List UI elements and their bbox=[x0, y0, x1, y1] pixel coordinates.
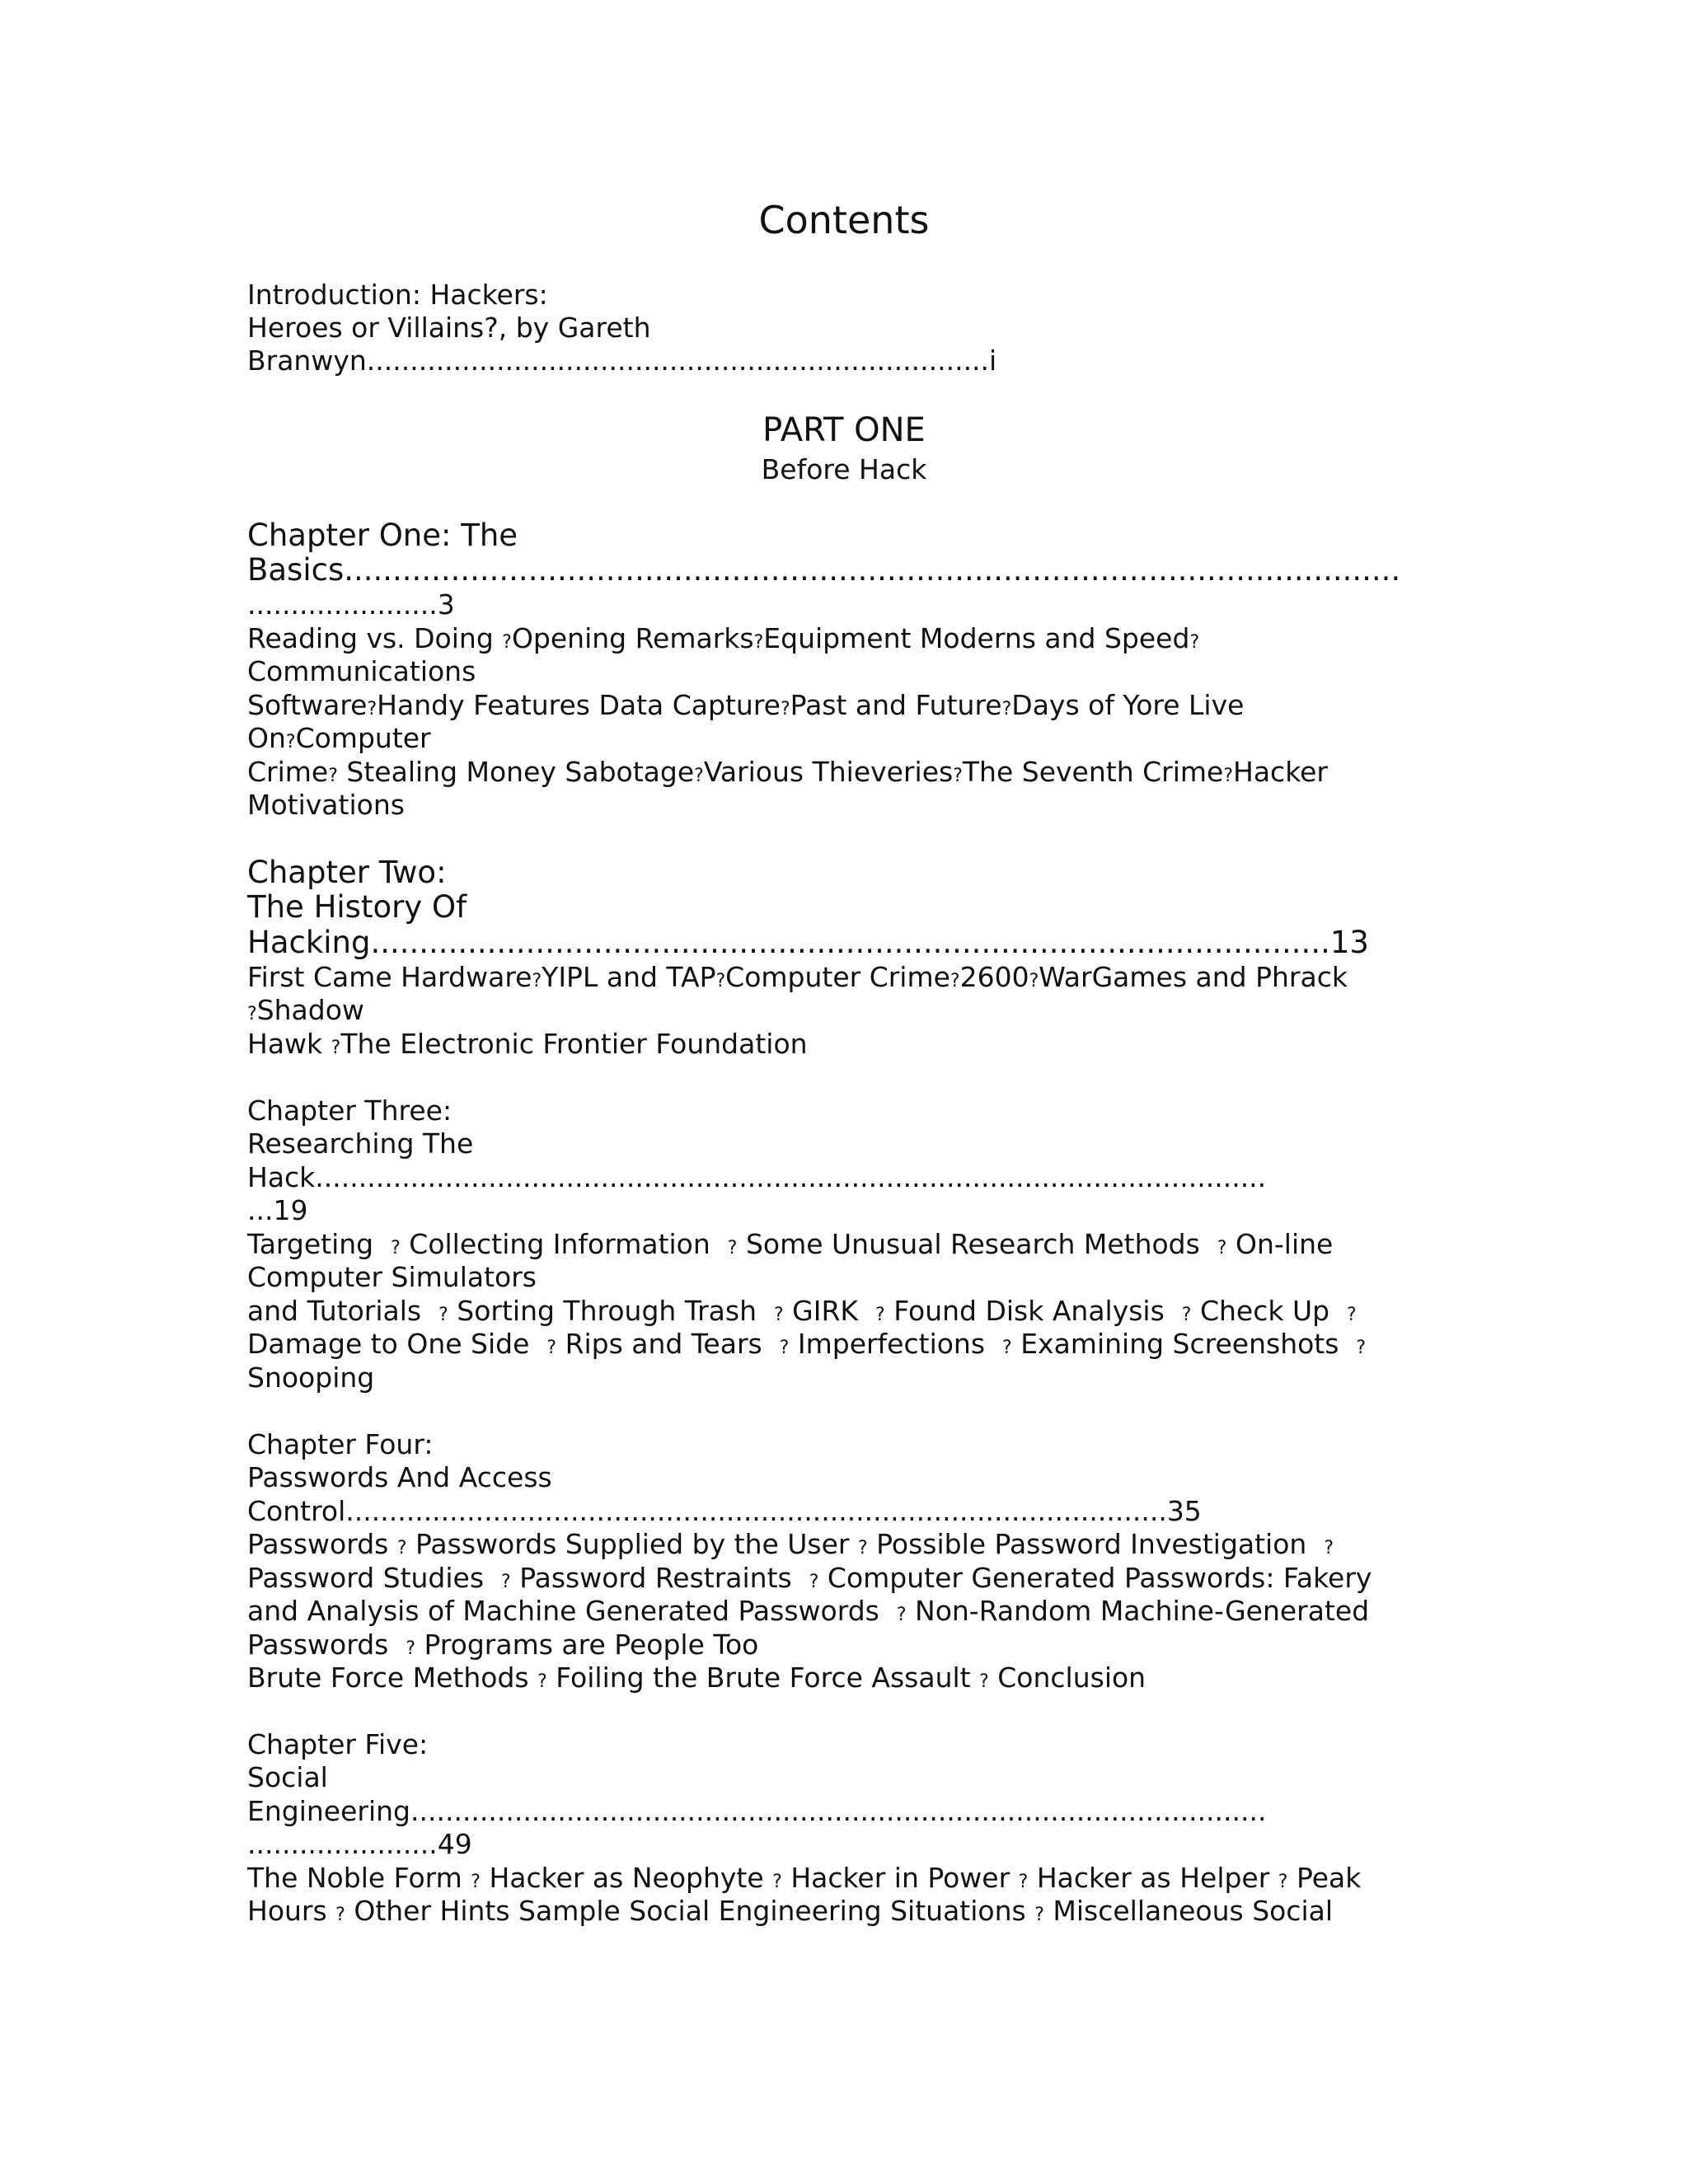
separator-glyph: ? bbox=[438, 1305, 448, 1325]
chapter-one-heading-2: Basics............................................................................................................. bbox=[247, 552, 1401, 588]
topic-text: Snooping bbox=[247, 1361, 375, 1394]
chapter-five-heading-4: ......................49 bbox=[247, 1828, 472, 1860]
topic-text: On-line bbox=[1226, 1228, 1334, 1260]
separator-glyph: ? bbox=[406, 1638, 415, 1659]
separator-glyph: ? bbox=[1002, 1338, 1012, 1358]
intro-line-1: Introduction: Hackers: bbox=[247, 279, 548, 311]
topic-text: Targeting bbox=[247, 1228, 392, 1260]
separator-glyph: ? bbox=[1189, 632, 1200, 653]
separator-glyph: ? bbox=[979, 1671, 989, 1692]
chapter-four-topic-line bbox=[247, 1595, 1370, 1627]
chapter-four-topic-line bbox=[247, 1661, 1146, 1694]
chapter-two-heading-2: The History Of bbox=[247, 889, 467, 925]
chapter-four-heading-1: Chapter Four: bbox=[247, 1428, 434, 1460]
part-one-subtitle: Before Hack bbox=[761, 453, 927, 485]
separator-glyph: ? bbox=[753, 632, 764, 653]
topic-text: Other Hints Sample Social Engineering Situations bbox=[345, 1895, 1035, 1927]
separator-glyph: ? bbox=[694, 766, 704, 786]
chapter-two-topic-line bbox=[247, 1028, 808, 1060]
separator-glyph: ? bbox=[780, 699, 790, 719]
separator-glyph: ? bbox=[335, 1905, 345, 1925]
topic-text: YIPL and TAP bbox=[542, 961, 716, 993]
separator-glyph: ? bbox=[772, 1872, 782, 1892]
topic-text: Handy Features Data Capture bbox=[377, 689, 781, 721]
separator-glyph: ? bbox=[285, 732, 296, 752]
chapter-three-heading-2: Researching The bbox=[247, 1127, 474, 1160]
topic-text: Possible Password Investigation bbox=[867, 1528, 1325, 1560]
topic-text: Peak bbox=[1287, 1862, 1362, 1894]
separator-glyph: ? bbox=[779, 1338, 790, 1358]
topic-text: Collecting Information bbox=[400, 1228, 728, 1260]
topic-text: First Came Hardware bbox=[247, 961, 532, 993]
topic-text: Stealing Money Sabotage bbox=[337, 756, 695, 788]
topic-text: Hours bbox=[247, 1895, 336, 1927]
separator-glyph: ? bbox=[857, 1538, 868, 1558]
chapter-four-topic-line bbox=[247, 1530, 1334, 1558]
chapter-four-topic-line bbox=[247, 1562, 1372, 1594]
chapter-three-topic-line bbox=[247, 1295, 1357, 1327]
topic-text: Miscellaneous Social bbox=[1043, 1895, 1334, 1927]
chapter-five-heading-2: Social bbox=[247, 1761, 328, 1793]
chapter-three-heading-1: Chapter Three: bbox=[247, 1094, 452, 1127]
topic-text: The Seventh Crime bbox=[962, 756, 1224, 788]
separator-glyph: ? bbox=[1181, 1305, 1192, 1325]
chapter-one-topic-line bbox=[247, 789, 405, 821]
chapter-one-topic-line bbox=[247, 691, 1244, 719]
separator-glyph: ? bbox=[953, 766, 963, 786]
topic-text: Examining Screenshots bbox=[1011, 1328, 1357, 1360]
chapter-three-heading-3: Hack.............................................................................................................. bbox=[247, 1161, 1267, 1193]
chapter-three-topic-line bbox=[247, 1328, 1367, 1360]
topic-text: Damage to One Side bbox=[247, 1328, 547, 1360]
topic-text: On bbox=[247, 722, 286, 754]
separator-glyph: ? bbox=[1018, 1872, 1029, 1892]
topic-text: GIRK bbox=[783, 1295, 876, 1327]
topic-text: and Tutorials bbox=[247, 1295, 439, 1327]
separator-glyph: ? bbox=[1347, 1305, 1357, 1325]
chapter-one-topic-line bbox=[247, 655, 476, 687]
separator-glyph: ? bbox=[1356, 1338, 1367, 1358]
separator-glyph: ? bbox=[546, 1338, 557, 1358]
separator-glyph: ? bbox=[727, 1238, 738, 1258]
intro-line-3: Branwyn........................................................................i bbox=[247, 344, 997, 377]
topic-text: The Noble Form bbox=[247, 1862, 471, 1894]
separator-glyph: ? bbox=[391, 1238, 401, 1258]
topic-text: Reading vs. Doing bbox=[247, 622, 503, 654]
chapter-two-heading-1: Chapter Two: bbox=[247, 855, 447, 890]
page-title: Contents bbox=[758, 198, 930, 242]
separator-glyph: ? bbox=[1278, 1872, 1288, 1892]
topic-text: Rips and Tears bbox=[556, 1328, 780, 1360]
topic-text: Computer Simulators bbox=[247, 1261, 537, 1293]
separator-glyph: ? bbox=[396, 1538, 407, 1558]
chapter-three-topic-line bbox=[247, 1230, 1333, 1258]
separator-glyph: ? bbox=[471, 1872, 481, 1892]
topic-text: Equipment Moderns and Speed bbox=[763, 622, 1190, 654]
separator-glyph: ? bbox=[501, 1572, 511, 1592]
chapter-five-heading-1: Chapter Five: bbox=[247, 1728, 429, 1760]
topic-text: Communications bbox=[247, 655, 476, 687]
topic-text: Passwords bbox=[247, 1629, 406, 1661]
intro-line-2: Heroes or Villains?, by Gareth bbox=[247, 312, 651, 344]
separator-glyph: ? bbox=[715, 971, 726, 991]
topic-text: Hacker bbox=[1233, 756, 1328, 788]
chapter-two-topic-line bbox=[247, 963, 1348, 991]
topic-text: Foiling the Brute Force Assault bbox=[546, 1661, 980, 1694]
separator-glyph: ? bbox=[1217, 1238, 1227, 1258]
separator-glyph: ? bbox=[331, 1038, 341, 1058]
topic-text: Password Restraints bbox=[510, 1562, 809, 1594]
chapter-one-topic-line bbox=[247, 724, 431, 752]
topic-text: Computer bbox=[295, 722, 431, 754]
topic-text: Conclusion bbox=[988, 1661, 1146, 1694]
separator-glyph: ? bbox=[875, 1305, 885, 1325]
topic-text: Found Disk Analysis bbox=[884, 1295, 1182, 1327]
topic-text: WarGames and Phrack bbox=[1039, 961, 1348, 993]
chapter-five-topic-line bbox=[247, 1895, 1334, 1927]
separator-glyph: ? bbox=[367, 699, 377, 719]
separator-glyph: ? bbox=[1029, 971, 1039, 991]
chapter-one-heading-3: ......................3 bbox=[247, 588, 455, 621]
topic-text: Opening Remarks bbox=[511, 622, 754, 654]
topic-text: Various Thieveries bbox=[703, 756, 954, 788]
chapter-five-heading-3: Engineering................................................................................................... bbox=[247, 1795, 1267, 1827]
chapter-one-topic-line bbox=[247, 622, 1200, 654]
topic-text: Computer Generated Passwords: Fakery bbox=[818, 1562, 1372, 1594]
separator-glyph: ? bbox=[773, 1305, 784, 1325]
topic-text: Some Unusual Research Methods bbox=[737, 1228, 1217, 1260]
chapter-two-topic-line bbox=[247, 996, 364, 1024]
separator-glyph: ? bbox=[328, 766, 338, 786]
topic-text: Computer Crime bbox=[725, 961, 950, 993]
chapter-three-heading-4: ...19 bbox=[247, 1194, 308, 1226]
topic-text: Shadow bbox=[256, 994, 364, 1026]
separator-glyph: ? bbox=[896, 1605, 907, 1625]
topic-text: Password Studies bbox=[247, 1562, 502, 1594]
topic-text: Days of Yore Live bbox=[1011, 689, 1245, 721]
separator-glyph: ? bbox=[950, 971, 960, 991]
topic-text: Hacker in Power bbox=[781, 1862, 1019, 1894]
topic-text: 2600 bbox=[959, 961, 1029, 993]
part-one-title: PART ONE bbox=[762, 411, 926, 449]
separator-glyph: ? bbox=[809, 1572, 819, 1592]
chapter-five-topic-line bbox=[247, 1862, 1362, 1894]
topic-text: Sorting Through Trash bbox=[448, 1295, 774, 1327]
topic-text: Software bbox=[247, 689, 368, 721]
separator-glyph: ? bbox=[1001, 699, 1012, 719]
separator-glyph: ? bbox=[1324, 1538, 1334, 1558]
topic-text: Motivations bbox=[247, 789, 405, 821]
topic-text: Past and Future bbox=[790, 689, 1002, 721]
chapter-four-heading-2: Passwords And Access bbox=[247, 1461, 552, 1493]
topic-text: Passwords Supplied by the User bbox=[406, 1528, 858, 1560]
topic-text: Hawk bbox=[247, 1028, 331, 1060]
separator-glyph: ? bbox=[247, 1004, 257, 1024]
topic-text: Check Up bbox=[1191, 1295, 1348, 1327]
chapter-four-heading-3: Control...............................................................................................35 bbox=[247, 1495, 1202, 1527]
chapter-one-heading-1: Chapter One: The bbox=[247, 518, 518, 553]
chapter-three-topic-line bbox=[247, 1361, 375, 1394]
separator-glyph: ? bbox=[1223, 766, 1234, 786]
topic-text: Crime bbox=[247, 756, 329, 788]
topic-text: Non-Random Machine-Generated bbox=[906, 1595, 1370, 1627]
separator-glyph: ? bbox=[502, 632, 512, 653]
topic-text: Hacker as Helper bbox=[1028, 1862, 1278, 1894]
topic-text: Passwords bbox=[247, 1528, 397, 1560]
separator-glyph: ? bbox=[1034, 1905, 1044, 1925]
topic-text: Hacker as Neophyte bbox=[480, 1862, 773, 1894]
chapter-one-topic-line bbox=[247, 756, 1328, 788]
topic-text: Imperfections bbox=[789, 1328, 1003, 1360]
chapter-two-heading-3: Hacking...................................................................................................13 bbox=[247, 925, 1369, 960]
chapter-four-topic-line bbox=[247, 1629, 759, 1661]
separator-glyph: ? bbox=[537, 1671, 547, 1692]
topic-text: and Analysis of Machine Generated Passwords bbox=[247, 1595, 897, 1627]
topic-text: Brute Force Methods bbox=[247, 1661, 538, 1694]
separator-glyph: ? bbox=[532, 971, 542, 991]
chapter-three-topic-line bbox=[247, 1263, 537, 1291]
topic-text: Programs are People Too bbox=[415, 1629, 759, 1661]
topic-text: The Electronic Frontier Foundation bbox=[340, 1028, 808, 1060]
